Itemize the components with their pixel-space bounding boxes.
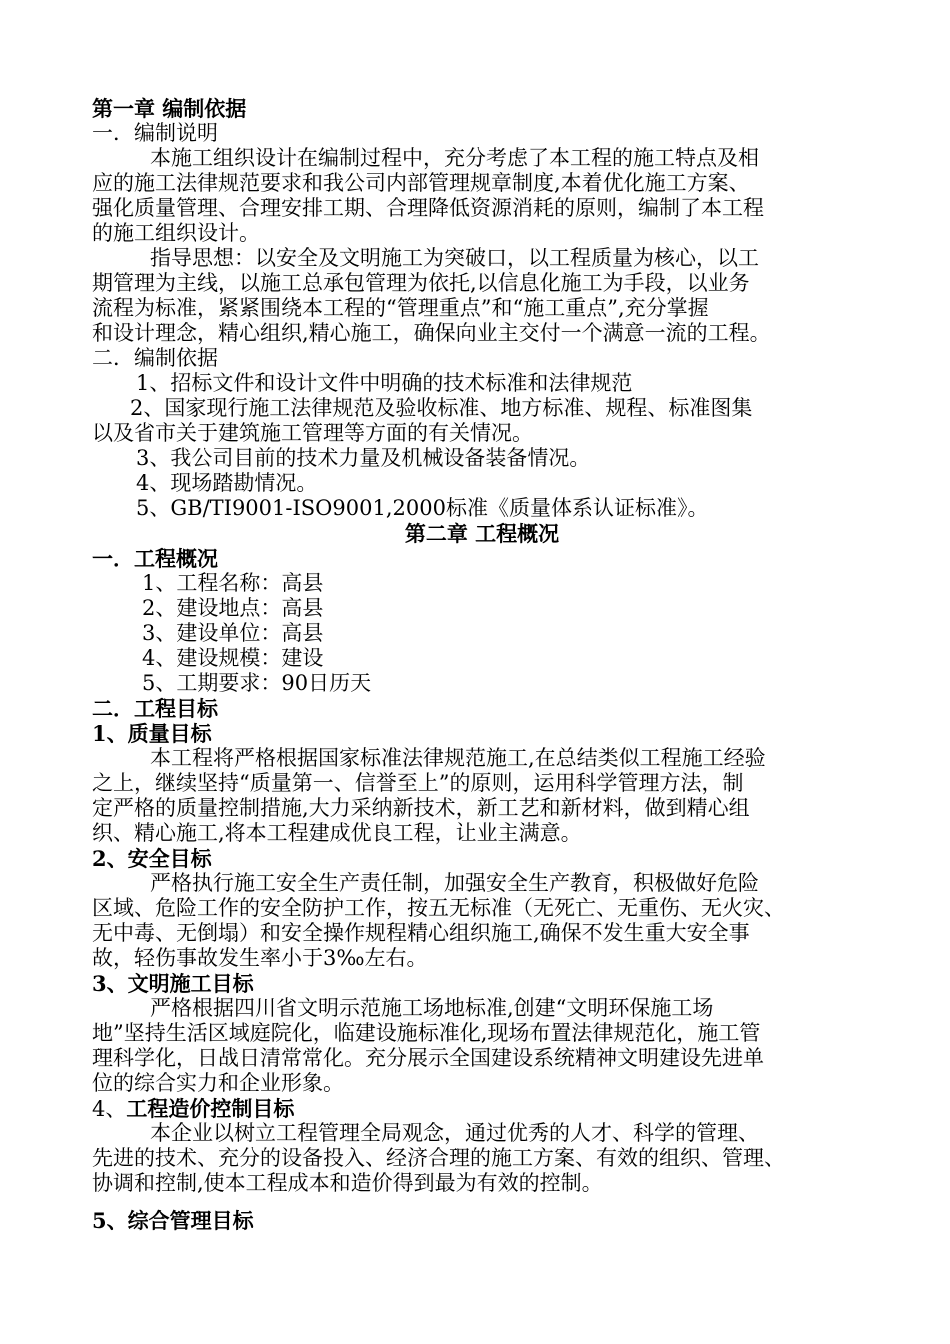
subsection-heading: 3、文明施工目标 bbox=[92, 971, 254, 996]
chapter-1-heading: 第一章 编制依据 bbox=[92, 96, 247, 121]
list-item: 4、建设规模：建设 bbox=[142, 646, 324, 670]
paragraph-line: 位的综合实力和企业形象。 bbox=[92, 1071, 344, 1095]
list-item: 2、建设地点：高县 bbox=[142, 596, 324, 620]
subsection-heading: 2、安全目标 bbox=[92, 846, 212, 871]
list-item: 3、我公司目前的技术力量及机械设备装备情况。 bbox=[136, 446, 591, 470]
list-item: 2、国家现行施工法律规范及验收标准、地方标准、规程、标准图集 bbox=[130, 396, 753, 420]
subsection-heading: 5、综合管理目标 bbox=[92, 1208, 254, 1233]
paragraph-line: 严格根据四川省文明示范施工场地标准,创建“文明环保施工场 bbox=[150, 996, 714, 1020]
paragraph-line: 之上，继续坚持“质量第一、信誉至上”的原则，运用科学管理方法，制 bbox=[92, 771, 744, 795]
spacer bbox=[92, 1196, 872, 1208]
section-heading: 二．工程目标 bbox=[92, 696, 218, 721]
paragraph-line: 区域、危险工作的安全防护工作，按五无标准（无死亡、无重伤、无火灾、 bbox=[92, 896, 785, 920]
paragraph-line: 严格执行施工安全生产责任制，加强安全生产教育，积极做好危险 bbox=[150, 871, 759, 895]
paragraph-line: 定严格的质量控制措施,大力采纳新技术，新工艺和新材料，做到精心组 bbox=[92, 796, 750, 820]
list-item: 4、现场踏勘情况。 bbox=[136, 471, 318, 495]
paragraph-line: 强化质量管理、合理安排工期、合理降低资源消耗的原则，编制了本工程 bbox=[92, 196, 764, 220]
paragraph-line: 本工程将严格根据国家标准法律规范施工,在总结类似工程施工经验 bbox=[150, 746, 766, 770]
subsection-number: 4、 bbox=[92, 1097, 127, 1121]
paragraph-line: 应的施工法律规范要求和我公司内部管理规章制度,本着优化施工方案、 bbox=[92, 171, 750, 195]
subsection-title: 工程造价控制目标 bbox=[126, 1096, 295, 1121]
list-item: 1、工程名称：高县 bbox=[142, 571, 324, 595]
paragraph-line: 理科学化，日战日清常常化。充分展示全国建设系统精神文明建设先进单 bbox=[92, 1046, 764, 1070]
section-heading: 一．编制说明 bbox=[92, 121, 218, 145]
paragraph-line: 先进的技术、充分的设备投入、经济合理的施工方案、有效的组织、管理、 bbox=[92, 1146, 785, 1170]
section-heading: 一．工程概况 bbox=[92, 546, 218, 571]
paragraph-line: 无中毒、无倒塌）和安全操作规程精心组织施工,确保不发生重大安全事 bbox=[92, 921, 750, 945]
section-heading: 二．编制依据 bbox=[92, 346, 218, 370]
paragraph-line: 的施工组织设计。 bbox=[92, 221, 260, 245]
list-item: 1、招标文件和设计文件中明确的技术标准和法律规范 bbox=[136, 371, 633, 395]
paragraph-line: 本施工组织设计在编制过程中，充分考虑了本工程的施工特点及相 bbox=[150, 146, 759, 170]
paragraph-line: 故，轻伤事故发生率小于3‰左右。 bbox=[92, 946, 428, 970]
paragraph-line: 和设计理念，精心组织,精心施工，确保向业主交付一个满意一流的工程。 bbox=[92, 321, 771, 345]
paragraph-line: 指导思想：以安全及文明施工为突破口，以工程质量为核心，以工 bbox=[150, 246, 759, 270]
paragraph-line: 地”坚持生活区域庭院化，临建设施标准化,现场布置法律规范化，施工管 bbox=[92, 1021, 761, 1045]
paragraph-line: 协调和控制,使本工程成本和造价得到最为有效的控制。 bbox=[92, 1171, 603, 1195]
list-item-continued: 以及省市关于建筑施工管理等方面的有关情况。 bbox=[92, 421, 533, 445]
list-item: 5、工期要求：90日历天 bbox=[142, 671, 372, 695]
subsection-heading: 1、质量目标 bbox=[92, 721, 212, 746]
chapter-2-heading: 第二章 工程概况 bbox=[404, 521, 560, 546]
paragraph-line: 本企业以树立工程管理全局观念，通过优秀的人才、科学的管理、 bbox=[150, 1121, 759, 1145]
paragraph-line: 期管理为主线，以施工总承包管理为依托,以信息化施工为手段，以业务 bbox=[92, 271, 750, 295]
list-item: 3、建设单位：高县 bbox=[142, 621, 324, 645]
paragraph-line: 流程为标准，紧紧围绕本工程的“管理重点”和“施工重点”,充分掌握 bbox=[92, 296, 709, 320]
paragraph-line: 织、精心施工,将本工程建成优良工程，让业主满意。 bbox=[92, 821, 582, 845]
subsection-heading bbox=[92, 1096, 872, 1121]
document-page bbox=[92, 96, 872, 1233]
list-item: 5、GB/TI9001-ISO9001,2000标准《质量体系认证标准》。 bbox=[136, 496, 709, 520]
